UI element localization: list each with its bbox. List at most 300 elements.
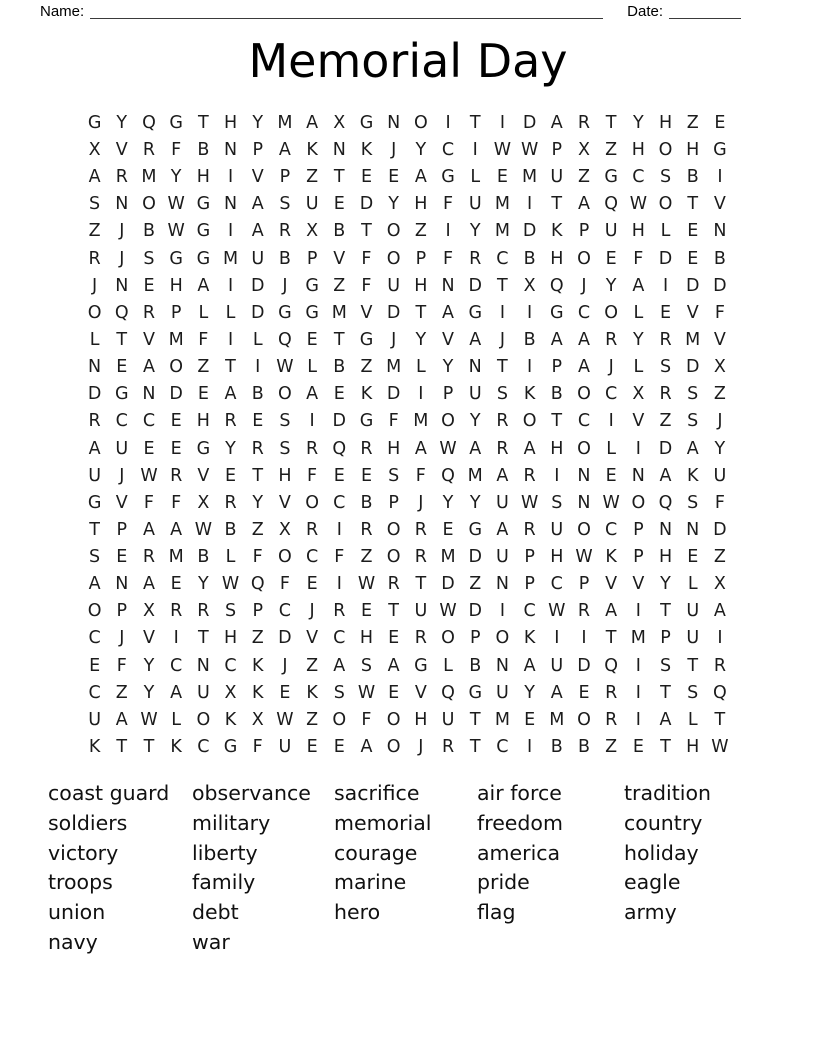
- grid-letter: E: [170, 438, 182, 459]
- grid-letter: G: [604, 167, 618, 188]
- grid-letter: K: [551, 221, 563, 242]
- grid-letter: R: [224, 411, 237, 432]
- date-blank-line: [669, 5, 741, 19]
- grid-letter: Y: [197, 574, 209, 595]
- grid-letter: R: [523, 519, 536, 540]
- grid-letter: D: [713, 275, 727, 296]
- grid-letter: J: [119, 221, 125, 242]
- grid-letter: O: [577, 384, 591, 405]
- grid-letter: G: [468, 519, 482, 540]
- grid-letter: M: [331, 302, 347, 323]
- grid-letter: S: [279, 194, 291, 215]
- word-bank-word: tradition: [624, 781, 712, 805]
- grid-letter: Y: [469, 221, 481, 242]
- grid-letter: I: [527, 194, 533, 215]
- grid-letter: K: [605, 547, 617, 568]
- grid-letter: J: [309, 601, 315, 622]
- grid-letter: B: [278, 248, 291, 269]
- grid-letter: P: [116, 519, 128, 540]
- grid-letter: F: [714, 492, 725, 513]
- grid-letter: W: [711, 737, 729, 758]
- grid-letter: V: [115, 139, 128, 160]
- grid-letter: X: [577, 139, 590, 160]
- grid-letter: V: [686, 302, 699, 323]
- grid-letter: U: [550, 167, 564, 188]
- grid-letter: F: [279, 574, 290, 595]
- grid-letter: Y: [116, 112, 128, 133]
- grid-letter: S: [687, 682, 699, 703]
- grid-letter: C: [605, 519, 618, 540]
- grid-letter: U: [115, 438, 129, 459]
- grid-letter: R: [387, 574, 400, 595]
- grid-letter: A: [605, 601, 618, 622]
- grid-letter: I: [445, 112, 451, 133]
- grid-letter: E: [687, 547, 699, 568]
- grid-letter: P: [469, 628, 481, 649]
- grid-letter: I: [608, 411, 614, 432]
- grid-letter: P: [660, 628, 671, 649]
- grid-letter: M: [413, 411, 429, 432]
- grid-letter: U: [251, 248, 265, 269]
- grid-letter: A: [469, 329, 482, 350]
- grid-letter: C: [88, 628, 101, 649]
- grid-letter: N: [196, 655, 210, 676]
- grid-letter: R: [170, 465, 183, 486]
- grid-letter: J: [391, 329, 397, 350]
- grid-letter: A: [496, 465, 509, 486]
- grid-letter: D: [250, 275, 265, 296]
- grid-letter: E: [388, 167, 400, 188]
- grid-letter: H: [414, 709, 428, 730]
- grid-letter: O: [577, 248, 591, 269]
- grid-letter: T: [660, 682, 671, 703]
- grid-letter: D: [658, 248, 673, 269]
- grid-letter: O: [441, 628, 455, 649]
- grid-letter: D: [468, 601, 482, 622]
- grid-letter: U: [278, 737, 292, 758]
- grid-letter: S: [687, 492, 699, 513]
- grid-letter: H: [658, 112, 673, 133]
- grid-letter: T: [197, 112, 209, 133]
- grid-letter: S: [279, 438, 291, 459]
- grid-letter: P: [252, 139, 263, 160]
- word-bank-word: america: [477, 840, 561, 865]
- grid-letter: U: [441, 709, 455, 730]
- grid-letter: H: [686, 139, 700, 160]
- grid-letter: A: [659, 465, 672, 486]
- grid-letter: E: [170, 411, 182, 432]
- grid-letter: I: [635, 438, 641, 459]
- grid-letter: M: [168, 329, 184, 350]
- grid-letter: X: [88, 139, 101, 160]
- grid-letter: T: [469, 112, 481, 133]
- word-bank-word: hero: [334, 900, 381, 925]
- grid-letter: X: [713, 574, 726, 595]
- grid-letter: W: [221, 574, 240, 595]
- grid-letter: Z: [577, 167, 590, 188]
- grid-letter: U: [713, 465, 727, 486]
- grid-letter: G: [223, 737, 238, 758]
- grid-letter: A: [577, 194, 590, 215]
- word-bank-column: [192, 779, 334, 958]
- grid-letter: L: [252, 329, 263, 350]
- grid-letter: D: [522, 221, 537, 242]
- grid-letter: G: [305, 275, 319, 296]
- grid-letter: A: [577, 329, 590, 350]
- grid-letter: A: [306, 384, 319, 405]
- grid-letter: J: [391, 139, 397, 160]
- page-title: Memorial Day: [248, 34, 568, 88]
- grid-letter: Q: [250, 574, 265, 595]
- grid-letter: X: [306, 221, 319, 242]
- grid-letter: A: [659, 709, 672, 730]
- grid-letter: Z: [713, 384, 726, 405]
- grid-letter: J: [119, 465, 125, 486]
- grid-letter: W: [167, 221, 185, 242]
- grid-letter: I: [635, 601, 641, 622]
- grid-letter: F: [442, 248, 454, 269]
- grid-letter: Q: [441, 465, 455, 486]
- grid-letter: C: [115, 411, 128, 432]
- grid-letter: U: [496, 547, 509, 568]
- grid-letter: I: [227, 167, 234, 188]
- grid-letter: C: [333, 492, 346, 513]
- grid-letter: E: [333, 465, 345, 486]
- grid-letter: O: [278, 547, 292, 568]
- grid-letter: T: [333, 329, 345, 350]
- grid-letter: Y: [442, 357, 454, 378]
- grid-letter: I: [635, 709, 641, 730]
- grid-letter: C: [441, 139, 455, 160]
- grid-letter: U: [496, 492, 509, 513]
- grid-letter: W: [167, 194, 185, 215]
- grid-letter: T: [415, 574, 427, 595]
- grid-letter: P: [279, 167, 291, 188]
- grid-letter: X: [142, 601, 155, 622]
- word-bank-word: air force: [477, 781, 562, 805]
- grid-letter: I: [581, 628, 587, 649]
- grid-letter: W: [140, 709, 158, 730]
- grid-letter: P: [551, 357, 563, 378]
- grid-letter: S: [551, 492, 563, 513]
- grid-letter: E: [170, 574, 182, 595]
- grid-letter: W: [575, 547, 593, 568]
- grid-letter: A: [278, 139, 291, 160]
- grid-letter: M: [467, 465, 483, 486]
- grid-letter: Z: [360, 547, 373, 568]
- grid-letter: R: [577, 601, 591, 622]
- grid-letter: R: [496, 438, 509, 459]
- grid-letter: K: [360, 384, 373, 405]
- grid-letter: Q: [114, 302, 129, 323]
- grid-letter: E: [279, 682, 291, 703]
- grid-letter: P: [633, 519, 644, 540]
- grid-letter: B: [550, 384, 563, 405]
- grid-letter: G: [196, 194, 211, 215]
- grid-letter: I: [499, 601, 505, 622]
- grid-letter: V: [632, 574, 645, 595]
- grid-letter: E: [687, 221, 699, 242]
- grid-letter: A: [496, 519, 509, 540]
- grid-letter: W: [140, 465, 158, 486]
- grid-letter: L: [660, 221, 671, 242]
- grid-letter: B: [550, 737, 563, 758]
- grid-letter: Q: [604, 194, 619, 215]
- grid-letter: V: [306, 628, 319, 649]
- grid-letter: B: [251, 384, 264, 405]
- word-bank-column: [334, 779, 477, 958]
- grid-letter: I: [554, 465, 560, 486]
- grid-letter: U: [496, 682, 509, 703]
- grid-letter: A: [523, 438, 536, 459]
- grid-letter: A: [469, 438, 482, 459]
- grid-letter: O: [196, 709, 211, 730]
- grid-letter: V: [632, 411, 645, 432]
- word-bank-column: [624, 779, 711, 958]
- grid-letter: T: [660, 601, 671, 622]
- grid-letter: I: [717, 167, 723, 188]
- grid-letter: K: [306, 682, 318, 703]
- grid-letter: G: [278, 302, 292, 323]
- grid-letter: F: [171, 492, 182, 513]
- grid-letter: Q: [332, 438, 347, 459]
- grid-letter: T: [225, 357, 236, 378]
- grid-letter: C: [170, 655, 183, 676]
- grid-letter: B: [713, 248, 726, 269]
- grid-letter: H: [278, 465, 292, 486]
- grid-letter: Y: [415, 329, 427, 350]
- grid-letter: R: [142, 302, 156, 323]
- grid-letter: F: [361, 248, 372, 269]
- grid-letter: G: [550, 302, 564, 323]
- grid-letter: H: [223, 628, 238, 649]
- grid-letter: V: [360, 302, 373, 323]
- grid-letter: I: [662, 275, 669, 296]
- grid-letter: Z: [686, 112, 699, 133]
- grid-letter: P: [116, 601, 128, 622]
- grid-letter: F: [442, 194, 454, 215]
- word-bank-word: military: [192, 810, 271, 835]
- word-bank-column: [477, 779, 624, 958]
- grid-letter: T: [687, 194, 699, 215]
- grid-letter: E: [605, 465, 617, 486]
- grid-letter: O: [386, 221, 401, 242]
- grid-letter: A: [414, 167, 427, 188]
- grid-letter: R: [659, 384, 672, 405]
- grid-letter: T: [197, 628, 209, 649]
- grid-letter: R: [414, 628, 427, 649]
- grid-letter: F: [361, 275, 372, 296]
- grid-letter: I: [527, 302, 533, 323]
- grid-letter: G: [169, 112, 183, 133]
- grid-letter: Z: [251, 519, 264, 540]
- grid-letter: P: [388, 492, 399, 513]
- grid-letter: B: [469, 655, 482, 676]
- grid-letter: M: [522, 167, 538, 188]
- grid-letter: O: [386, 519, 401, 540]
- grid-letter: O: [413, 112, 428, 133]
- grid-letter: I: [635, 682, 641, 703]
- grid-letter: K: [306, 139, 318, 160]
- grid-letter: A: [632, 275, 645, 296]
- grid-letter: C: [496, 248, 509, 269]
- grid-letter: H: [414, 194, 428, 215]
- grid-letter: E: [116, 547, 128, 568]
- grid-letter: M: [630, 628, 646, 649]
- grid-letter: P: [578, 574, 590, 595]
- grid-letter: J: [581, 275, 587, 296]
- grid-letter: W: [439, 601, 457, 622]
- grid-letter: B: [142, 221, 155, 242]
- grid-letter: Y: [605, 275, 617, 296]
- grid-letter: D: [359, 194, 374, 215]
- grid-letter: A: [523, 655, 536, 676]
- grid-letter: R: [306, 519, 319, 540]
- grid-letter: O: [577, 709, 591, 730]
- grid-letter: E: [225, 465, 237, 486]
- grid-letter: V: [442, 329, 455, 350]
- grid-letter: K: [523, 384, 536, 405]
- word-bank-word: victory: [48, 840, 119, 865]
- grid-letter: O: [332, 709, 347, 730]
- grid-letter: M: [685, 329, 701, 350]
- grid-letter: P: [524, 547, 535, 568]
- grid-letter: B: [224, 519, 237, 540]
- grid-letter: L: [687, 574, 698, 595]
- grid-letter: M: [141, 167, 157, 188]
- grid-letter: R: [523, 465, 536, 486]
- grid-letter: R: [306, 438, 319, 459]
- grid-letter: A: [713, 601, 726, 622]
- grid-letter: M: [386, 357, 402, 378]
- grid-letter: F: [116, 655, 127, 676]
- grid-letter: H: [169, 275, 183, 296]
- grid-letter: P: [551, 139, 563, 160]
- name-blank-line: [90, 5, 603, 19]
- grid-letter: R: [605, 709, 618, 730]
- grid-letter: S: [89, 194, 101, 215]
- grid-letter: O: [386, 547, 401, 568]
- grid-letter: R: [469, 248, 482, 269]
- grid-letter: I: [336, 519, 342, 540]
- grid-letter: N: [577, 492, 591, 513]
- grid-letter: R: [170, 601, 183, 622]
- grid-letter: Y: [143, 682, 155, 703]
- grid-letter: J: [119, 628, 125, 649]
- grid-letter: R: [659, 329, 672, 350]
- grid-letter: L: [198, 302, 209, 323]
- grid-letter: U: [550, 519, 564, 540]
- grid-letter: D: [87, 384, 102, 405]
- grid-letter: I: [336, 574, 342, 595]
- grid-letter: F: [633, 248, 644, 269]
- grid-letter: E: [496, 167, 508, 188]
- grid-letter: I: [445, 221, 451, 242]
- word-bank-word: marine: [334, 870, 407, 895]
- grid-letter: E: [578, 682, 590, 703]
- grid-letter: E: [143, 275, 155, 296]
- word-bank-word: flag: [477, 900, 516, 925]
- grid-letter: D: [522, 112, 537, 133]
- grid-letter: E: [306, 574, 318, 595]
- grid-letter: D: [685, 275, 700, 296]
- grid-letter: A: [251, 194, 264, 215]
- grid-letter: C: [333, 628, 346, 649]
- grid-letter: R: [197, 601, 210, 622]
- grid-letter: E: [333, 737, 345, 758]
- grid-letter: F: [252, 737, 263, 758]
- grid-letter: D: [332, 411, 347, 432]
- word-bank-word: country: [624, 810, 703, 835]
- grid-letter: I: [527, 357, 533, 378]
- grid-letter: A: [686, 438, 699, 459]
- grid-letter: Y: [442, 492, 454, 513]
- grid-letter: A: [550, 112, 563, 133]
- grid-letter: J: [282, 655, 288, 676]
- grid-letter: T: [252, 465, 264, 486]
- grid-letter: A: [142, 574, 155, 595]
- grid-letter: A: [142, 357, 155, 378]
- grid-letter: C: [224, 655, 237, 676]
- grid-letter: R: [360, 519, 373, 540]
- grid-letter: K: [88, 737, 101, 758]
- grid-letter: F: [307, 465, 318, 486]
- word-bank-word: sacrifice: [334, 781, 420, 805]
- grid-letter: Y: [415, 139, 427, 160]
- grid-letter: A: [115, 709, 128, 730]
- grid-letter: G: [115, 384, 129, 405]
- grid-letter: A: [550, 329, 563, 350]
- grid-letter: V: [142, 628, 155, 649]
- grid-letter: O: [142, 194, 156, 215]
- word-bank-word: troops: [48, 870, 113, 895]
- grid-letter: O: [577, 438, 591, 459]
- grid-letter: M: [549, 709, 565, 730]
- grid-letter: C: [577, 411, 591, 432]
- grid-letter: Z: [333, 275, 346, 296]
- grid-letter: H: [387, 438, 401, 459]
- word-bank-column: [48, 779, 192, 958]
- grid-letter: Z: [469, 574, 482, 595]
- grid-letter: U: [550, 655, 564, 676]
- grid-letter: R: [224, 492, 237, 513]
- grid-letter: N: [495, 655, 509, 676]
- grid-letter: F: [334, 547, 345, 568]
- word-bank-word: debt: [192, 900, 239, 925]
- grid-letter: Z: [88, 221, 101, 242]
- grid-letter: D: [386, 384, 401, 405]
- grid-letter: J: [418, 737, 424, 758]
- grid-letter: G: [359, 112, 374, 133]
- grid-letter: T: [333, 167, 345, 188]
- grid-letter: K: [170, 737, 182, 758]
- grid-letter: V: [278, 492, 291, 513]
- grid-letter: G: [441, 167, 455, 188]
- grid-letter: Q: [142, 112, 156, 133]
- grid-letter: S: [279, 411, 291, 432]
- grid-letter: I: [554, 628, 560, 649]
- grid-letter: C: [550, 574, 563, 595]
- grid-letter: I: [227, 329, 234, 350]
- grid-letter: V: [605, 574, 618, 595]
- grid-letter: Y: [388, 194, 399, 215]
- grid-letter: A: [306, 112, 319, 133]
- grid-letter: W: [357, 682, 376, 703]
- grid-letter: E: [333, 384, 345, 405]
- grid-letter: F: [143, 492, 154, 513]
- grid-letter: T: [469, 737, 481, 758]
- grid-letter: O: [278, 384, 292, 405]
